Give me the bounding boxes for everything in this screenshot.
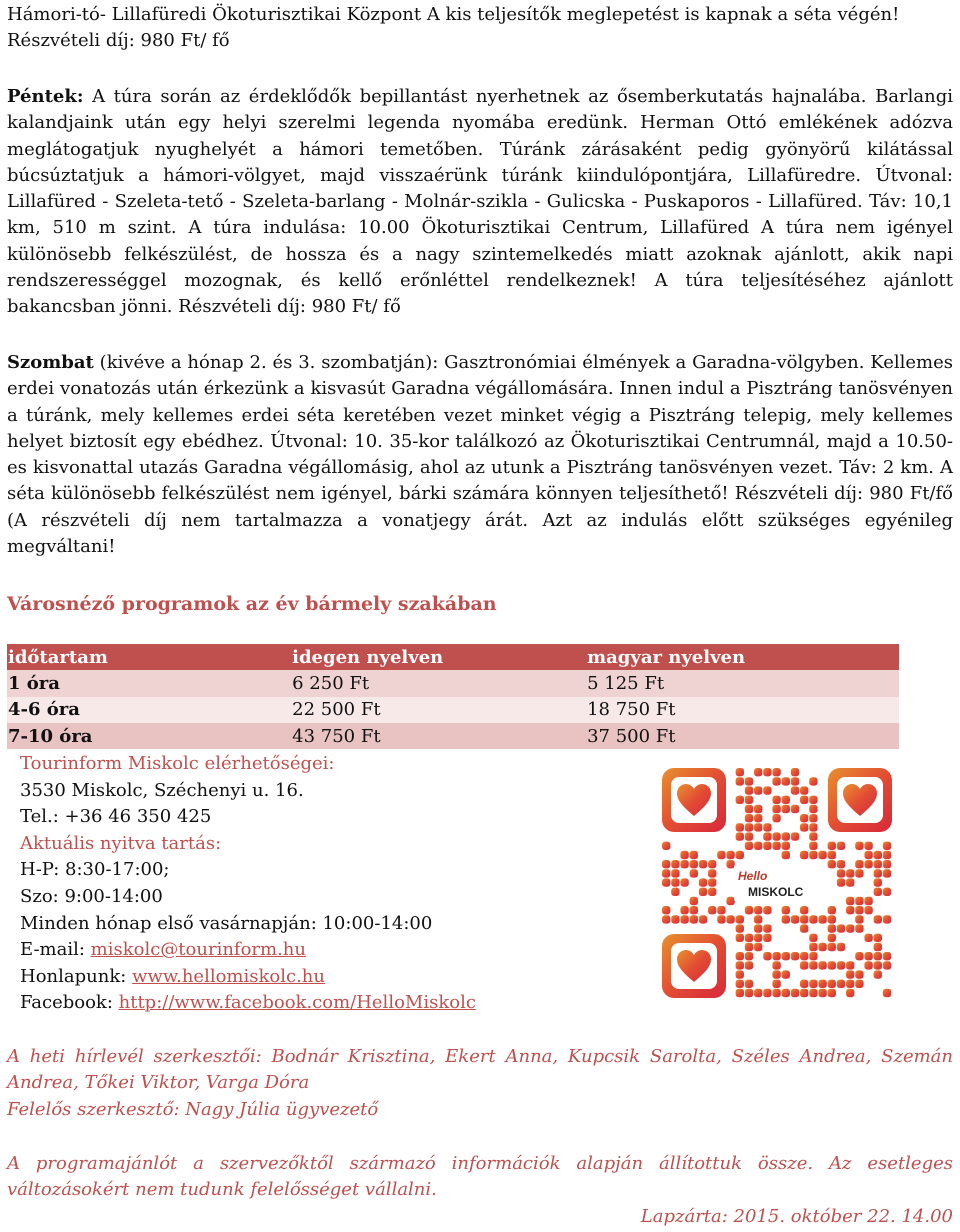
qr-module — [745, 934, 753, 942]
qr-module — [864, 860, 872, 868]
qr-module — [699, 888, 707, 896]
intro-line-1: Hámori-tó- Lillafüredi Ökoturisztikai Központ A kis teljesítők meglepetést is kapnak a séta végén! — [7, 4, 900, 25]
qr-module — [763, 786, 771, 794]
qr-module — [846, 924, 854, 932]
qr-module — [736, 832, 744, 840]
qr-module — [791, 768, 799, 776]
qr-module — [791, 786, 799, 794]
table-row — [7, 670, 899, 696]
hungarian-price-cell: 18 750 Ft — [586, 697, 899, 723]
qr-module — [671, 888, 679, 896]
qr-module — [745, 805, 753, 813]
qr-module — [763, 952, 771, 960]
qr-module — [864, 851, 872, 859]
qr-module — [717, 906, 725, 914]
qr-module — [772, 832, 780, 840]
qr-module — [772, 970, 780, 978]
qr-module — [809, 796, 817, 804]
qr-module — [818, 961, 826, 969]
qr-module — [754, 934, 762, 942]
qr-module — [736, 915, 744, 923]
qr-module — [864, 897, 872, 905]
qr-module — [883, 842, 891, 850]
intro-paragraph — [7, 2, 953, 55]
qr-module — [791, 832, 799, 840]
qr-module — [745, 842, 753, 850]
finder-pattern-top-left — [662, 768, 726, 832]
qr-module — [754, 906, 762, 914]
qr-module — [828, 915, 836, 923]
qr-module — [772, 961, 780, 969]
qr-module — [745, 814, 753, 822]
qr-module — [754, 943, 762, 951]
qr-module — [736, 970, 744, 978]
website-link[interactable]: www.hellomiskolc.hu — [132, 965, 325, 987]
qr-module — [864, 906, 872, 914]
qr-module — [818, 851, 826, 859]
finder-pattern-bottom-left — [662, 934, 726, 998]
contact-title: Tourinform Miskolc elérhetőségei: — [20, 753, 335, 774]
qr-module — [736, 952, 744, 960]
qr-module — [745, 906, 753, 914]
qr-module — [754, 842, 762, 850]
qr-module — [809, 823, 817, 831]
friday-label: Péntek: — [7, 86, 84, 107]
disclaimer-line: A programajánlót a szervezőktől származó információk alapján állítottuk össze. Az esetleges változásokért nem tudunk felelősséget vállalni. — [7, 1153, 953, 1201]
qr-module — [855, 869, 863, 877]
header-foreign-language: idegen nyelven — [291, 644, 586, 670]
qr-module — [671, 860, 679, 868]
qr-module — [745, 777, 753, 785]
qr-module — [809, 805, 817, 813]
duration-cell: 1 óra — [7, 670, 291, 696]
qr-module — [662, 842, 670, 850]
qr-module — [671, 915, 679, 923]
qr-module — [782, 805, 790, 813]
friday-paragraph — [7, 84, 953, 321]
qr-module — [699, 915, 707, 923]
qr-module — [782, 832, 790, 840]
qr-module — [837, 878, 845, 886]
qr-module — [717, 851, 725, 859]
qr-module — [874, 952, 882, 960]
saturday-paragraph — [7, 350, 953, 560]
qr-module — [763, 842, 771, 850]
qr-module — [846, 878, 854, 886]
qr-module — [809, 851, 817, 859]
qr-module — [800, 796, 808, 804]
qr-module — [754, 768, 762, 776]
qr-module — [745, 832, 753, 840]
qr-module — [855, 924, 863, 932]
qr-module — [763, 823, 771, 831]
qr-module — [662, 869, 670, 877]
qr-module — [864, 842, 872, 850]
qr-logo-hello: Hello — [738, 869, 768, 883]
qr-code-icon[interactable] — [652, 758, 902, 1008]
qr-module — [809, 814, 817, 822]
chief-editor-line: Felelős szerkesztő: Nagy Júlia ügyvezető — [7, 1099, 379, 1120]
qr-module — [818, 989, 826, 997]
qr-module — [855, 915, 863, 923]
qr-module — [828, 842, 836, 850]
facebook-line — [20, 990, 476, 1017]
qr-module — [883, 961, 891, 969]
opening-hours-saturday: Szo: 9:00-14:00 — [20, 885, 163, 907]
qr-module — [763, 832, 771, 840]
qr-module — [818, 980, 826, 988]
qr-module — [883, 952, 891, 960]
foreign-price-cell: 22 500 Ft — [291, 697, 586, 723]
qr-module — [874, 869, 882, 877]
qr-module — [754, 989, 762, 997]
qr-module — [690, 869, 698, 877]
qr-module — [754, 814, 762, 822]
qr-module — [782, 796, 790, 804]
qr-module — [864, 934, 872, 942]
qr-module — [745, 796, 753, 804]
header-hungarian-language: magyar nyelven — [586, 644, 899, 670]
qr-module — [782, 952, 790, 960]
qr-module — [809, 989, 817, 997]
qr-module — [828, 906, 836, 914]
qr-module — [874, 934, 882, 942]
qr-module — [837, 924, 845, 932]
qr-module — [809, 934, 817, 942]
qr-module — [846, 906, 854, 914]
qr-module — [800, 980, 808, 988]
qr-module — [736, 924, 744, 932]
qr-module — [800, 823, 808, 831]
qr-module — [772, 768, 780, 776]
email-label: E-mail: — [20, 939, 91, 961]
qr-module — [791, 805, 799, 813]
email-link[interactable]: miskolc@tourinform.hu — [90, 939, 306, 961]
qr-module — [874, 943, 882, 951]
duration-cell: 7-10 óra — [7, 723, 291, 749]
qr-module — [772, 814, 780, 822]
qr-module — [883, 851, 891, 859]
qr-module — [837, 869, 845, 877]
qr-module — [846, 897, 854, 905]
qr-module — [736, 851, 744, 859]
qr-module — [772, 989, 780, 997]
qr-module — [874, 888, 882, 896]
qr-module — [874, 961, 882, 969]
qr-module — [726, 897, 734, 905]
qr-module — [662, 915, 670, 923]
city-tours-heading: Városnéző programok az év bármely szakában — [7, 593, 497, 615]
qr-module — [745, 989, 753, 997]
qr-module — [745, 786, 753, 794]
qr-module — [791, 989, 799, 997]
qr-module — [754, 786, 762, 794]
qr-module — [680, 851, 688, 859]
qr-module — [800, 786, 808, 794]
qr-module — [874, 970, 882, 978]
qr-module — [846, 970, 854, 978]
qr-module — [837, 943, 845, 951]
email-line — [20, 937, 476, 964]
qr-module — [671, 869, 679, 877]
qr-module — [680, 878, 688, 886]
qr-module — [818, 915, 826, 923]
qr-module — [800, 814, 808, 822]
qr-module — [883, 860, 891, 868]
qr-module — [874, 851, 882, 859]
qr-module — [828, 934, 836, 942]
qr-module — [754, 924, 762, 932]
qr-module — [763, 934, 771, 942]
qr-module — [809, 980, 817, 988]
qr-module — [855, 842, 863, 850]
qr-module — [708, 860, 716, 868]
qr-module — [662, 906, 670, 914]
qr-module — [772, 980, 780, 988]
qr-module — [874, 915, 882, 923]
qr-module — [846, 989, 854, 997]
qr-module — [800, 989, 808, 997]
qr-module — [708, 869, 716, 877]
qr-module — [809, 943, 817, 951]
qr-module — [772, 777, 780, 785]
qr-module — [736, 989, 744, 997]
foreign-price-cell: 6 250 Ft — [291, 670, 586, 696]
price-table — [7, 644, 899, 749]
qr-module — [745, 980, 753, 988]
friday-text: A túra során az érdeklődők bepillantást nyerhetnek az ősemberkutatás hajnalába. Barlangi kalandjaink után egy helyi szerelmi legenda nyomába eredünk. Herman Ottó emlékének adózva meglátogatjuk nyughelyét a hámori temetőben. Túránk zárásaként pedig gyönyörű kilátással búcsúztatjuk a hámori-völgyet, majd visszaérünk túránk kiindulópontjára, Lillafüredre. Útvonal: Lillafüred - Szeleta-tető - Szeleta-barlang - Molnár-szikla - Gulicska - Puskaporos - Lillafüred. Táv: 10,1 km, 510 m szint. A túra indulása: 10.00 Ökoturisztikai Centrum, Lillafüred A túra nem igényel különösebb felkészülést, de hossza és a nagy szintemelkedés miatt azoknak ajánlott, akik napi rendszerességgel mozognak, és kellő erőnléttel rendelkeznek! A túra teljesítéséhez ajánlott bakancsban jönni. Részvételi díj: 980 Ft/ fő — [7, 86, 953, 318]
qr-module — [828, 961, 836, 969]
qr-module — [690, 906, 698, 914]
qr-module — [680, 915, 688, 923]
qr-module — [883, 915, 891, 923]
opening-hours-title: Aktuális nyitva tartás: — [20, 832, 222, 854]
qr-module — [754, 823, 762, 831]
table-row — [7, 723, 899, 749]
qr-module — [763, 989, 771, 997]
qr-module — [837, 842, 845, 850]
qr-module — [837, 961, 845, 969]
qr-module — [782, 851, 790, 859]
qr-module — [736, 796, 744, 804]
qr-module — [791, 777, 799, 785]
qr-module — [662, 878, 670, 886]
saturday-text: (kivéve a hónap 2. és 3. szombatján): Gasztronómiai élmények a Garadna-völgyben. Kellemes erdei vonatozás után érkezünk a kisvasút Garadna végállomására. Innen indul a Pisztráng tanösvényen a túránk, mely kellemes erdei séta keretében vezet minket végig a Pisztráng telepig, mely kellemes helyet biztosít egy ebédhez. Útvonal: 10. 35-kor találkozó az Ökoturisztikai Centrumnál, majd a 10.50-es kisvonattal utazás Garadna végállomásig, ahol az utunk a Pisztráng tanösvényen vezet. Táv: 2 km. A séta különösebb felkészülést nem igényel, bárki számára könnyen teljesíthető! Részvételi díj: 980 Ft/fő (A részvételi díj nem tartalmazza a vonatjegy árát. Azt az indulás előtt szükséges egyénileg megváltani! — [7, 352, 953, 558]
qr-module — [818, 943, 826, 951]
opening-hours-sunday: Minden hónap első vasárnapján: 10:00-14:00 — [20, 912, 433, 934]
qr-module — [708, 878, 716, 886]
header-duration: időtartam — [7, 644, 291, 670]
qr-module — [671, 878, 679, 886]
qr-module — [708, 888, 716, 896]
qr-module — [726, 851, 734, 859]
qr-module — [736, 934, 744, 942]
qr-module — [782, 915, 790, 923]
qr-module — [855, 906, 863, 914]
qr-module — [828, 989, 836, 997]
qr-module — [763, 906, 771, 914]
intro-fee: Részvételi díj: 980 Ft/ fő — [7, 30, 230, 52]
qr-module — [837, 980, 845, 988]
qr-module — [809, 961, 817, 969]
qr-module — [745, 823, 753, 831]
qr-module — [772, 952, 780, 960]
qr-module — [736, 823, 744, 831]
saturday-label: Szombat — [7, 352, 94, 373]
qr-module — [662, 860, 670, 868]
opening-hours-weekday: H-P: 8:30-17:00; — [20, 859, 170, 881]
qr-module — [782, 906, 790, 914]
hungarian-price-cell: 5 125 Ft — [586, 670, 899, 696]
qr-module — [782, 989, 790, 997]
qr-module — [883, 989, 891, 997]
qr-module — [828, 860, 836, 868]
website-line — [20, 964, 476, 991]
foreign-price-cell: 43 750 Ft — [291, 723, 586, 749]
qr-module — [726, 860, 734, 868]
qr-module — [763, 924, 771, 932]
qr-module — [690, 897, 698, 905]
qr-module — [736, 980, 744, 988]
qr-module — [690, 915, 698, 923]
qr-module — [855, 970, 863, 978]
qr-module — [846, 961, 854, 969]
contact-address: 3530 Miskolc, Széchenyi u. 16. — [20, 779, 304, 801]
qr-module — [800, 961, 808, 969]
editors-line: A heti hírlevél szerkesztői: Bodnár Krisztina, Ekert Anna, Kupcsik Sarolta, Széles Andrea, Szemán Andrea, Tőkei Viktor, Varga Dóra — [7, 1046, 953, 1094]
qr-module — [782, 777, 790, 785]
qr-module — [754, 805, 762, 813]
qr-module — [800, 915, 808, 923]
qr-module — [708, 906, 716, 914]
qr-module — [772, 796, 780, 804]
qr-module — [800, 952, 808, 960]
qr-module — [828, 943, 836, 951]
qr-module — [745, 952, 753, 960]
table-row — [7, 697, 899, 723]
qr-module — [745, 943, 753, 951]
qr-module — [800, 906, 808, 914]
qr-module — [809, 832, 817, 840]
qr-module — [763, 768, 771, 776]
finder-pattern-top-right — [828, 768, 892, 832]
table-header-row — [7, 644, 899, 670]
qr-module — [800, 924, 808, 932]
qr-module — [754, 915, 762, 923]
qr-module — [800, 851, 808, 859]
qr-module — [699, 860, 707, 868]
qr-module — [699, 878, 707, 886]
qr-module — [791, 952, 799, 960]
qr-module — [809, 952, 817, 960]
qr-module — [837, 860, 845, 868]
qr-module — [782, 970, 790, 978]
qr-module — [855, 952, 863, 960]
facebook-label: Facebook: — [20, 992, 119, 1014]
qr-module — [736, 777, 744, 785]
qr-module — [809, 777, 817, 785]
qr-module — [772, 842, 780, 850]
qr-module — [874, 878, 882, 886]
qr-module — [855, 897, 863, 905]
qr-module — [883, 869, 891, 877]
qr-module — [864, 961, 872, 969]
qr-logo-miskolc: MISKOLC — [748, 885, 804, 899]
duration-cell: 4-6 óra — [7, 697, 291, 723]
qr-module — [855, 860, 863, 868]
qr-module — [864, 952, 872, 960]
qr-module — [680, 860, 688, 868]
qr-module — [690, 851, 698, 859]
qr-module — [809, 842, 817, 850]
qr-module — [680, 906, 688, 914]
qr-module — [736, 961, 744, 969]
qr-module — [846, 869, 854, 877]
qr-module — [809, 915, 817, 923]
qr-module — [690, 860, 698, 868]
facebook-link[interactable]: http://www.facebook.com/HelloMiskolc — [118, 992, 476, 1014]
qr-module — [874, 860, 882, 868]
qr-module — [855, 980, 863, 988]
hungarian-price-cell: 37 500 Ft — [586, 723, 899, 749]
qr-module — [726, 915, 734, 923]
qr-module — [791, 915, 799, 923]
qr-module — [828, 851, 836, 859]
qr-module — [717, 915, 725, 923]
qr-module — [883, 888, 891, 896]
qr-module — [772, 805, 780, 813]
qr-module — [745, 961, 753, 969]
website-label: Honlapunk: — [20, 965, 133, 987]
qr-module — [828, 980, 836, 988]
qr-module — [736, 768, 744, 776]
qr-module — [828, 924, 836, 932]
qr-module — [846, 980, 854, 988]
contact-block — [20, 751, 476, 1017]
contact-phone: Tel.: +36 46 350 425 — [20, 806, 212, 828]
qr-module — [782, 842, 790, 850]
deadline-line: Lapzárta: 2015. október 22. 14.00 — [640, 1206, 953, 1227]
